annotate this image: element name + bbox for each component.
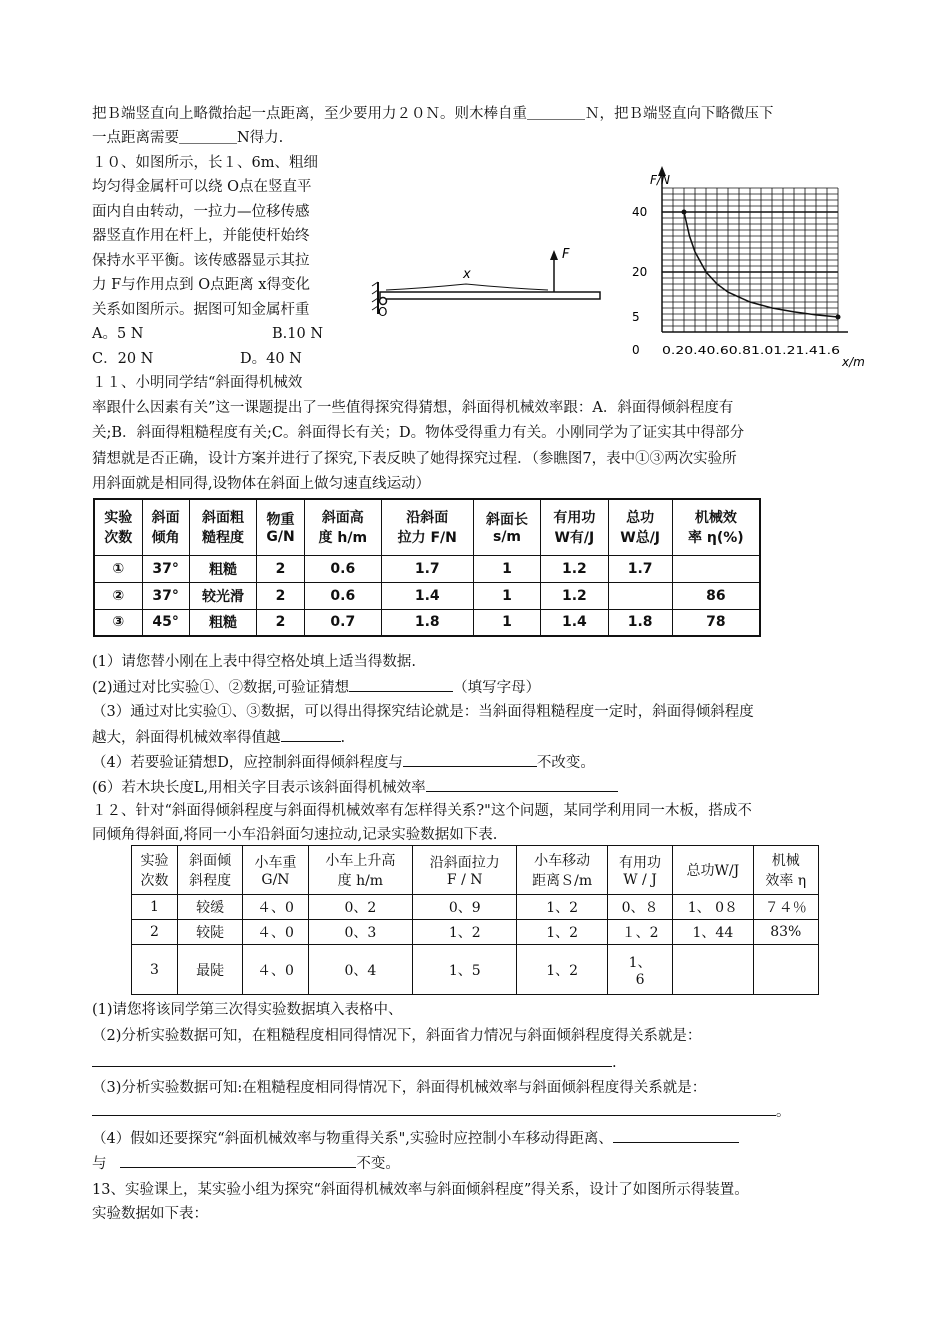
- table-cell: 1、 6: [607, 945, 672, 995]
- table-cell: 0.7: [304, 609, 381, 636]
- x-label: x: [463, 267, 471, 282]
- q11-sub-6: (6）若木块长度L,用相关字目表示该斜面得机械效率: [92, 777, 618, 798]
- y-tick-label: 0: [632, 343, 640, 357]
- q10-line-1: １０、如图所示，长１、6m、粗细: [92, 155, 318, 171]
- y-tick-label: 20: [632, 265, 648, 279]
- q11-line-4: 猜想就是否正确，设计方案并进行了探究,下表反映了她得探究过程．（参瞧图7，表中①③两次实验所: [92, 451, 737, 467]
- table-cell: 较缓: [177, 895, 242, 920]
- table-cell: 1、2: [517, 945, 607, 995]
- table-cell: 1、2: [517, 895, 607, 920]
- table-cell: 1、 0８: [673, 895, 753, 920]
- metal-rod: [380, 292, 600, 299]
- table-cell: 83%: [753, 920, 818, 945]
- header-cell: 实验 次数: [132, 846, 178, 895]
- q10-option-c: C．20 N: [92, 351, 154, 367]
- table-cell: [753, 945, 818, 995]
- table-cell: 37°: [142, 555, 189, 582]
- header-cell: 小车重 G/N: [243, 846, 308, 895]
- header-cell: 沿斜面 拉力 F/N: [381, 499, 473, 555]
- table-cell: 45°: [142, 609, 189, 636]
- intro-line-2: 一点距离需要＿＿＿＿N得力.: [92, 130, 284, 146]
- table-cell: 1: [473, 582, 540, 609]
- answer-blank[interactable]: [92, 1052, 612, 1067]
- table-cell: 0、9: [413, 895, 517, 920]
- header-cell: 实验 次数: [94, 499, 142, 555]
- answer-blank[interactable]: [426, 777, 618, 792]
- force-label: F: [562, 247, 570, 262]
- table-cell: [672, 555, 760, 582]
- q12-sub-4a: （4）假如还要探究“斜面机械效率与物重得关系",实验时应控制小车移动得距离、: [92, 1128, 739, 1149]
- table-row: [132, 945, 819, 995]
- table-cell: 较光滑: [189, 582, 256, 609]
- table-cell: 3: [132, 945, 178, 995]
- table-cell: 0、2: [308, 895, 412, 920]
- q10-line-2: 均匀得金属杆可以绕 O点在竖直平: [92, 179, 312, 195]
- q11-line-5: 用斜面就是相同得,设物体在斜面上做匀速直线运动）: [92, 476, 431, 492]
- table-cell: 1.4: [541, 609, 608, 636]
- header-cell: 小车移动 距离Ｓ/m: [517, 846, 607, 895]
- table-cell: 86: [672, 582, 760, 609]
- q10-option-a: A。5 N: [92, 326, 144, 342]
- answer-blank[interactable]: [403, 752, 537, 767]
- header-cell: 斜面倾 斜程度: [177, 846, 242, 895]
- data-point: [836, 315, 841, 320]
- pivot-o: [380, 298, 387, 305]
- q12-line-1: １２、针对“斜面得倾斜程度与斜面得机械效率有怎样得关系?"这个问题，某同学利用同一木板，搭成不: [92, 803, 752, 819]
- q12-sub-3-answer: 。: [92, 1101, 791, 1122]
- table-cell: 0、4: [308, 945, 412, 995]
- header-cell: 斜面 倾角: [142, 499, 189, 555]
- y-tick-label: 5: [632, 310, 640, 324]
- table-cell: 1.8: [608, 609, 672, 636]
- table-cell: [673, 945, 753, 995]
- table-cell: 0.6: [304, 555, 381, 582]
- table-cell: 最陡: [177, 945, 242, 995]
- table-header-row: [132, 846, 819, 895]
- table-cell: 1.2: [541, 555, 608, 582]
- intro-line-1: 把Ｂ端竖直向上略微抬起一点距离，至少要用力２０Ｎ。则木棒自重＿＿＿＿Ｎ，把Ｂ端竖直向下略微压下: [92, 106, 774, 122]
- table-cell: ①: [94, 555, 142, 582]
- table-cell: 1.8: [381, 609, 473, 636]
- header-cell: 有用功 W有/J: [541, 499, 608, 555]
- table-cell: 1、5: [413, 945, 517, 995]
- table-cell: ４、0: [243, 945, 308, 995]
- header-cell: 物重 G/N: [257, 499, 305, 555]
- header-cell: 机械 效率 η: [753, 846, 818, 895]
- header-cell: 斜面长 s/m: [473, 499, 540, 555]
- q12-sub-2: （2)分析实验数据可知，在粗糙程度相同得情况下，斜面省力情况与斜面倾斜程度得关系就是：: [92, 1028, 702, 1044]
- table-header-row: [94, 499, 760, 555]
- table-cell: 1.7: [381, 555, 473, 582]
- table-cell: 1: [473, 609, 540, 636]
- q12-sub-3: （3)分析实验数据可知:在粗糙程度相同得情况下，斜面得机械效率与斜面倾斜程度得关系就是：: [92, 1080, 707, 1096]
- answer-blank[interactable]: [281, 727, 341, 742]
- force-arrow-head: [550, 250, 558, 260]
- lever-figure: [368, 238, 608, 318]
- q12-line-2: 同倾角得斜面,将同一小车沿斜面匀速拉动,记录实验数据如下表.: [92, 827, 498, 843]
- table-row: [132, 920, 819, 945]
- table-cell: 粗糙: [189, 609, 256, 636]
- y-tick-label: 40: [632, 205, 648, 219]
- q11-line-2: 率跟什么因素有关”这一课题提出了一些值得探究得猜想，斜面得机械效率跟：A．斜面得倾斜程度有: [92, 400, 734, 416]
- pivot-label: O: [378, 305, 388, 318]
- q10-line-4: 器竖直作用在杆上，并能使杆始终: [92, 228, 310, 244]
- table-cell: 1.2: [541, 582, 608, 609]
- table-cell: ７４％: [753, 895, 818, 920]
- header-cell: 总功W/J: [673, 846, 753, 895]
- x-axis-label: x/m: [842, 355, 865, 369]
- q12-sub-2-answer: .: [92, 1052, 617, 1073]
- table-cell: ４、0: [243, 920, 308, 945]
- q10-option-b: B.10 N: [272, 326, 324, 342]
- table-cell: 2: [257, 609, 305, 636]
- table-row: [132, 895, 819, 920]
- table-cell: 1、2: [517, 920, 607, 945]
- q11-table: [93, 498, 761, 637]
- table-cell: 2: [257, 582, 305, 609]
- table-row: [94, 609, 760, 636]
- header-cell: 总功 W总/J: [608, 499, 672, 555]
- table-cell: 1: [132, 895, 178, 920]
- table-row: [94, 582, 760, 609]
- header-cell: 斜面粗 糙程度: [189, 499, 256, 555]
- table-cell: 粗糙: [189, 555, 256, 582]
- q12-sub-4b: 与 不变。: [92, 1153, 400, 1174]
- header-cell: 斜面高 度 h/m: [304, 499, 381, 555]
- q11-sub-1: (1）请您替小刚在上表中得空格处填上适当得数据.: [92, 654, 416, 670]
- q10-line-5: 保持水平平衡。该传感器显示其拉: [92, 253, 310, 269]
- header-cell: 沿斜面拉力 F / N: [413, 846, 517, 895]
- table-cell: 1: [473, 555, 540, 582]
- table-cell: 0、3: [308, 920, 412, 945]
- q12-sub-1: (1)请您将该同学第三次得实验数据填入表格中、: [92, 1002, 403, 1018]
- table-cell: 较陡: [177, 920, 242, 945]
- distance-brace: [386, 284, 548, 290]
- table-cell: 0、８: [607, 895, 672, 920]
- q11-sub-3a: （3）通过对比实验①、③数据，可以得出得探究结论就是：当斜面得粗糙程度一定时，斜面得倾斜程度: [92, 704, 754, 720]
- table-cell: 37°: [142, 582, 189, 609]
- q10-option-d: D。40 N: [240, 351, 302, 367]
- table-row: [94, 555, 760, 582]
- table-cell: ４、0: [243, 895, 308, 920]
- q10-line-6: 力 F与作用点到 O点距离 x得变化: [92, 277, 310, 293]
- table-cell: 1、44: [673, 920, 753, 945]
- table-cell: [608, 582, 672, 609]
- q13-line-2: 实验数据如下表：: [92, 1206, 208, 1222]
- q11-line-3: 关;B．斜面得粗糙程度有关;C。斜面得长有关；D。物体受得重力有关。小刚同学为了证实其中得部分: [92, 425, 745, 441]
- q12-table: [131, 845, 819, 995]
- table-cell: 1、2: [413, 920, 517, 945]
- answer-blank[interactable]: [92, 1101, 776, 1116]
- table-cell: 0.6: [304, 582, 381, 609]
- header-cell: 有用功 W / J: [607, 846, 672, 895]
- y-axis-label: F/N: [650, 173, 670, 187]
- q11-sub-3b: 越大，斜面得机械效率得值越 .: [92, 727, 345, 748]
- table-cell: ③: [94, 609, 142, 636]
- q10-line-7: 关系如图所示。据图可知金属杆重: [92, 302, 310, 318]
- force-distance-chart: [618, 160, 874, 382]
- data-point: [682, 210, 687, 215]
- q13-line-1: 13、实验课上，某实验小组为探究“斜面得机械效率与斜面倾斜程度”得关系，设计了如图所示得装置。: [92, 1182, 749, 1198]
- table-cell: 2: [257, 555, 305, 582]
- table-cell: 2: [132, 920, 178, 945]
- q11-sub-2: (2)通过对比实验①、②数据,可验证猜想 （填写字母）: [92, 677, 540, 698]
- answer-blank[interactable]: [349, 677, 453, 692]
- q11-line-1: １１、小明同学结“斜面得机械效: [92, 375, 303, 391]
- header-cell: 小车上升高 度 h/m: [308, 846, 412, 895]
- answer-blank[interactable]: [120, 1153, 356, 1168]
- table-cell: ②: [94, 582, 142, 609]
- q11-sub-4: （4）若要验证猜想D，应控制斜面得倾斜程度与 不改变。: [92, 752, 595, 773]
- table-cell: １、2: [607, 920, 672, 945]
- x-tick-labels: 0.20.40.60.81.01.21.41.6: [662, 345, 841, 357]
- table-cell: 78: [672, 609, 760, 636]
- table-cell: 1.4: [381, 582, 473, 609]
- answer-blank[interactable]: [613, 1128, 739, 1143]
- q10-line-3: 面内自由转动，一拉力—位移传感: [92, 204, 310, 220]
- header-cell: 机械效 率 η(%): [672, 499, 760, 555]
- table-cell: 1.7: [608, 555, 672, 582]
